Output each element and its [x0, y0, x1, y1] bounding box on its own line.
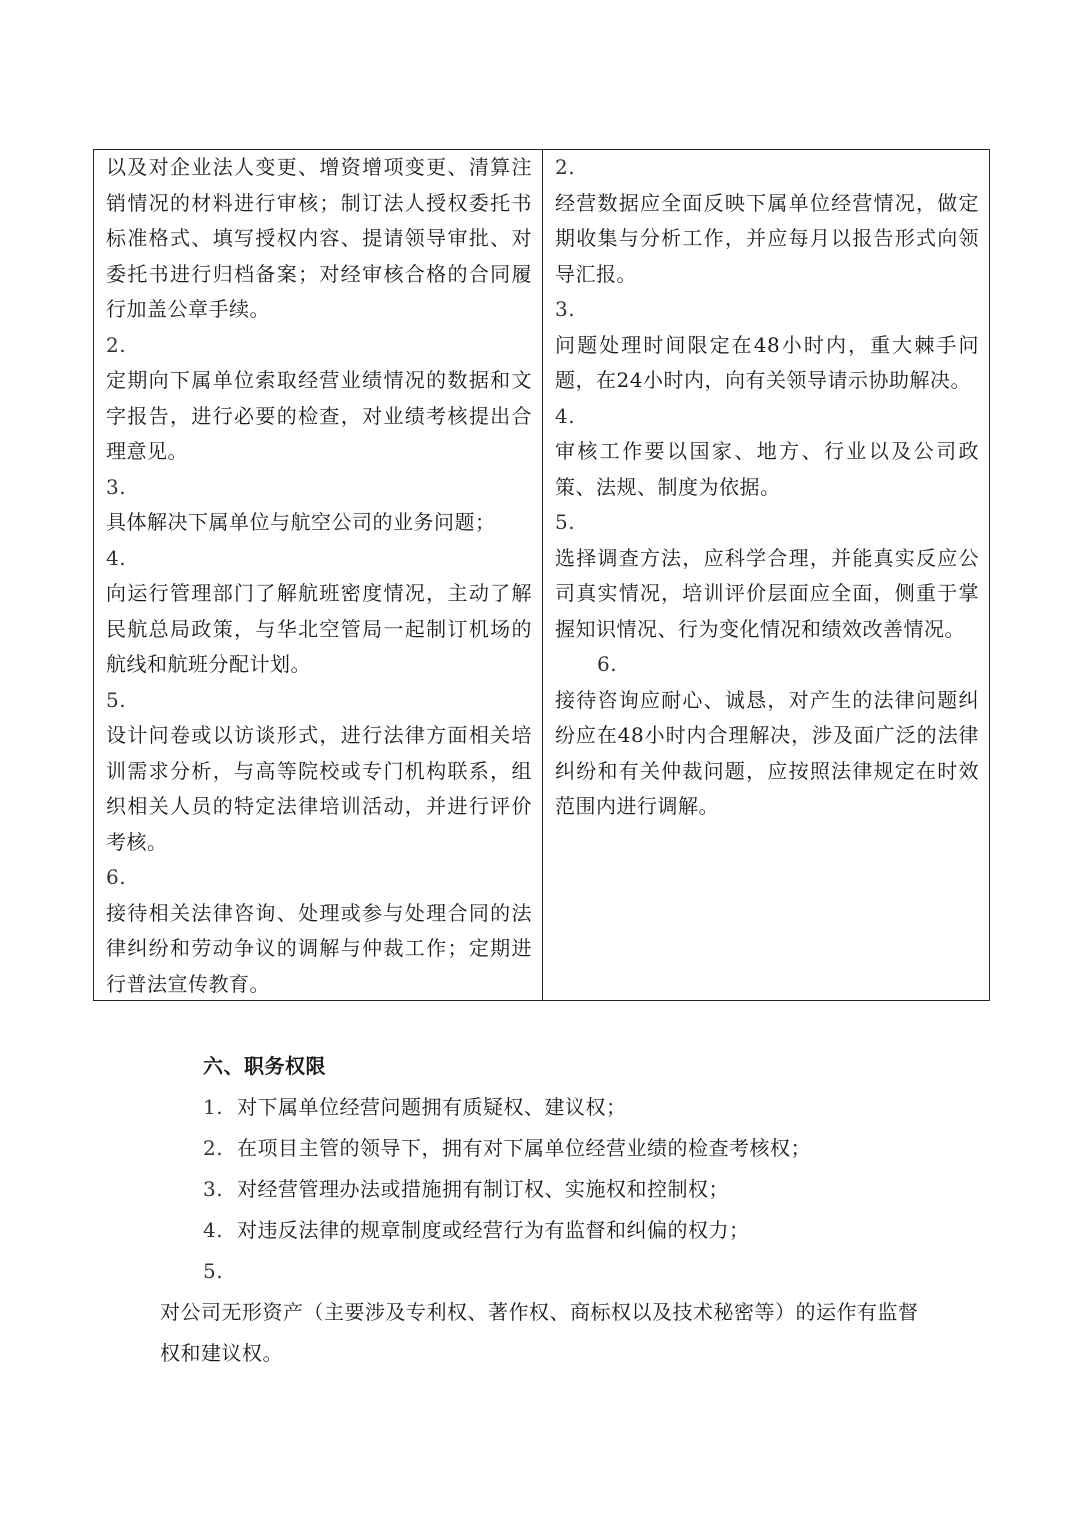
item-number: 3. — [203, 1177, 224, 1201]
left-number-4: 4. — [106, 545, 127, 570]
left-paragraph-3: 具体解决下属单位与航空公司的业务问题； — [106, 510, 496, 534]
left-paragraph-5: 设计问卷或以访谈形式，进行法律方面相关培训需求分析，与高等院校或专门机构联系，组织相关人员的特定法律培训活动，并进行评价考核。 — [106, 723, 532, 854]
item-text: 对经营管理办法或措施拥有制订权、实施权和控制权； — [237, 1177, 729, 1201]
section-title: 六、职务权限 — [203, 1054, 326, 1078]
authority-item — [203, 1210, 811, 1251]
right-number-3: 3. — [555, 297, 576, 321]
right-paragraph-2: 经营数据应全面反映下属单位经营情况，做定期收集与分析工作，并应每月以报告形式向领导汇报。 — [555, 190, 979, 286]
left-paragraph-6: 接待相关法律咨询、处理或参与处理合同的法律纠纷和劳动争议的调解与仲裁工作；定期进行普法宣传教育。 — [106, 900, 532, 996]
right-number-6: 6. — [597, 652, 618, 676]
item-number: 1. — [203, 1095, 224, 1119]
authority-item — [203, 1128, 811, 1169]
left-paragraph-4: 向运行管理部门了解航班密度情况，主动了解民航总局政策，与华北空管局一起制订机场的航线和航班分配计划。 — [106, 581, 532, 676]
right-paragraph-6: 接待咨询应耐心、诚恳，对产生的法律问题纠纷应在48小时内合理解决，涉及面广泛的法律纠纷和有关仲裁问题，应按照法律规定在时效范围内进行调解。 — [555, 687, 979, 818]
authority-item — [203, 1087, 811, 1128]
authority-list — [203, 1087, 811, 1292]
item-text: 对下属单位经营问题拥有质疑权、建议权； — [237, 1095, 627, 1119]
authority-item — [203, 1169, 811, 1210]
right-paragraph-3: 问题处理时间限定在48小时内，重大棘手问题，在24小时内，向有关领导请示协助解决。 — [555, 332, 979, 392]
authority-item — [203, 1251, 811, 1292]
left-number-3: 3. — [106, 474, 127, 499]
left-number-5: 5. — [106, 687, 127, 712]
standards-column — [543, 150, 989, 1000]
item-number: 4. — [203, 1218, 224, 1242]
item-number: 5. — [203, 1259, 224, 1283]
left-number-2: 2. — [106, 332, 127, 357]
responsibilities-column — [94, 150, 543, 1000]
right-number-5: 5. — [555, 510, 576, 534]
right-number-4: 4. — [555, 403, 576, 428]
left-paragraph-1: 以及对企业法人变更、增资增项变更、清算注销情况的材料进行审核；制订法人授权委托书标准格式、填写授权内容、提请领导审批、对委托书进行归档备案；对经审核合格的合同履行加盖公章手续。 — [106, 155, 532, 321]
item-text: 对违反法律的规章制度或经营行为有监督和纠偏的权力； — [237, 1218, 750, 1242]
left-paragraph-2: 定期向下属单位索取经营业绩情况的数据和文字报告，进行必要的检查，对业绩考核提出合理意见。 — [106, 368, 532, 463]
right-paragraph-5: 选择调查方法，应科学合理，并能真实反应公司真实情况，培训评价层面应全面，侧重于掌握知识情况、行为变化情况和绩效改善情况。 — [555, 545, 979, 641]
authority-item-5-text: 对公司无形资产（主要涉及专利权、著作权、商标权以及技术秘密等）的运作有监督权和建议权。 — [160, 1300, 919, 1365]
duty-table — [93, 149, 990, 1001]
right-paragraph-4: 审核工作要以国家、地方、行业以及公司政策、法规、制度为依据。 — [555, 439, 979, 499]
item-number: 2. — [203, 1136, 224, 1160]
item-text: 在项目主管的领导下，拥有对下属单位经营业绩的检查考核权； — [237, 1136, 811, 1160]
right-number-2: 2. — [555, 155, 576, 179]
left-number-6: 6. — [106, 865, 127, 889]
